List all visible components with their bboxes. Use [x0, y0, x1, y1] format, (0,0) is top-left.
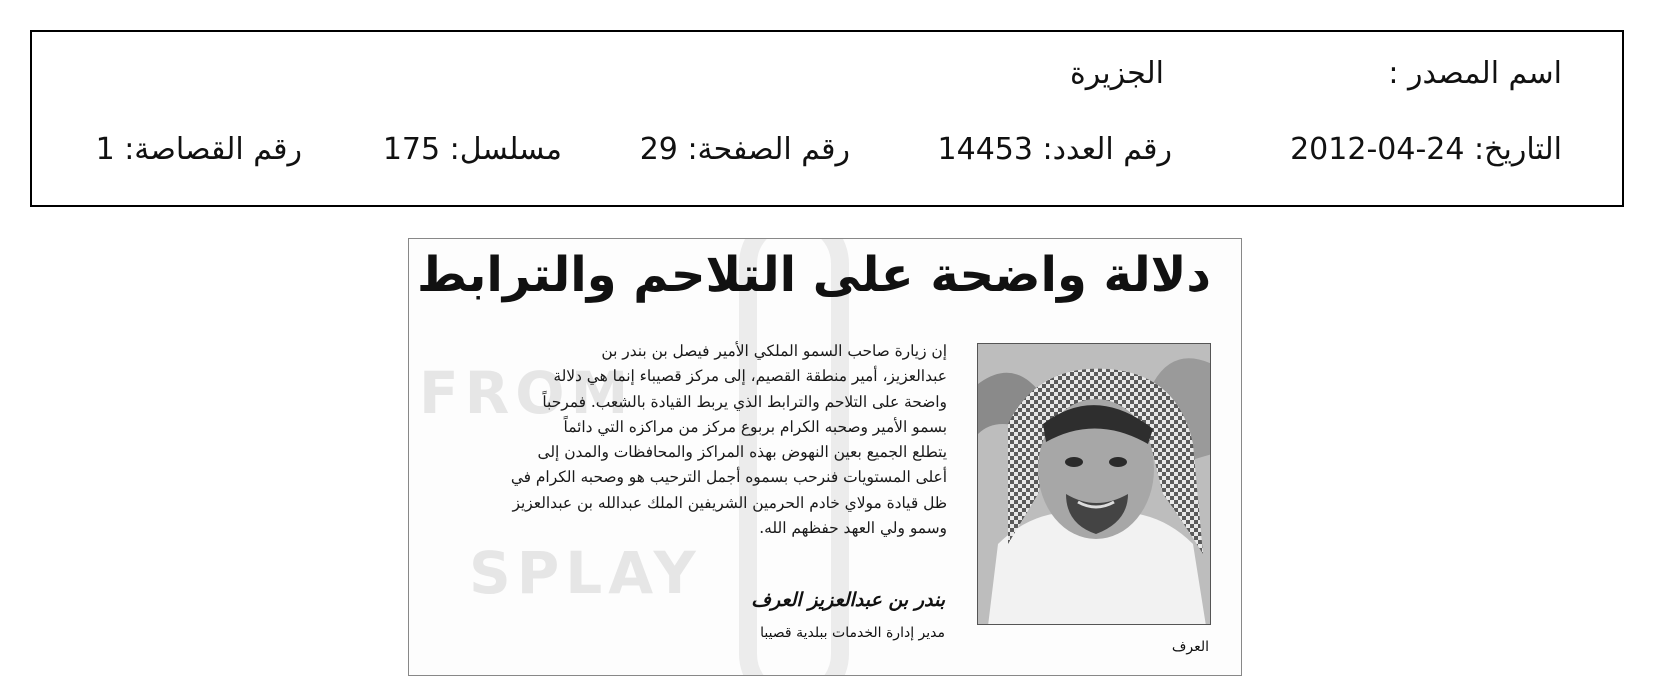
source-label: اسم المصدر :: [1388, 56, 1562, 91]
watermark-text-bottom: SPLAY: [469, 539, 702, 607]
clipping-metadata-box: [30, 30, 1624, 207]
article-line: أعلى المستويات فنرحب بسموه أجمل الترحيب هو وصحبه الكرام في: [510, 468, 947, 487]
date-field: التاريخ: 24-04-2012: [1290, 132, 1562, 167]
page-number-field: رقم الصفحة: 29: [639, 132, 850, 167]
article-line: يتطلع الجميع بعين النهوض بهذه المراكز والمحافظات والمدن إلى: [537, 443, 947, 462]
article-body: [439, 339, 947, 541]
watermark-text-top: FROM: [419, 359, 635, 427]
article-headline: دلالة واضحة على التلاحم والترابط: [416, 247, 1211, 303]
author-photo: [977, 343, 1211, 625]
article-line: وسمو ولي العهد حفظهم الله.: [759, 519, 947, 538]
issue-number-field: رقم العدد: 14453: [937, 132, 1172, 167]
article-line: عبدالعزيز، أمير منطقة القصيم، إلى مركز قصيباء إنما هي دلالة: [553, 367, 947, 386]
photo-caption: العرف: [1171, 639, 1209, 655]
source-value: الجزيرة: [1069, 56, 1164, 91]
clip-number-field: رقم القصاصة: 1: [95, 132, 302, 167]
metadata-row-details: [72, 130, 1562, 170]
newspaper-clipping: [408, 238, 1242, 676]
article-line: إن زيارة صاحب السمو الملكي الأمير فيصل بن بندر بن: [601, 342, 947, 360]
metadata-row-source: [72, 54, 1562, 94]
author-name: بندر بن عبدالعزيز العرف: [751, 589, 945, 611]
article-line: ظل قيادة مولاي خادم الحرمين الشريفين الملك عبدالله بن عبدالعزيز: [512, 493, 947, 512]
serial-number-field: مسلسل: 175: [382, 132, 562, 167]
article-line: بسمو الأمير وصحبه الكرام بربوع مركز من مراكزه التي دائماً: [563, 417, 947, 436]
article-line: واضحة على التلاحم والترابط الذي يربط القيادة بالشعب. فمرحباً: [542, 392, 947, 411]
author-portrait-image: [978, 344, 1211, 625]
author-title: مدير إدارة الخدمات ببلدية قصيبا: [760, 625, 945, 641]
